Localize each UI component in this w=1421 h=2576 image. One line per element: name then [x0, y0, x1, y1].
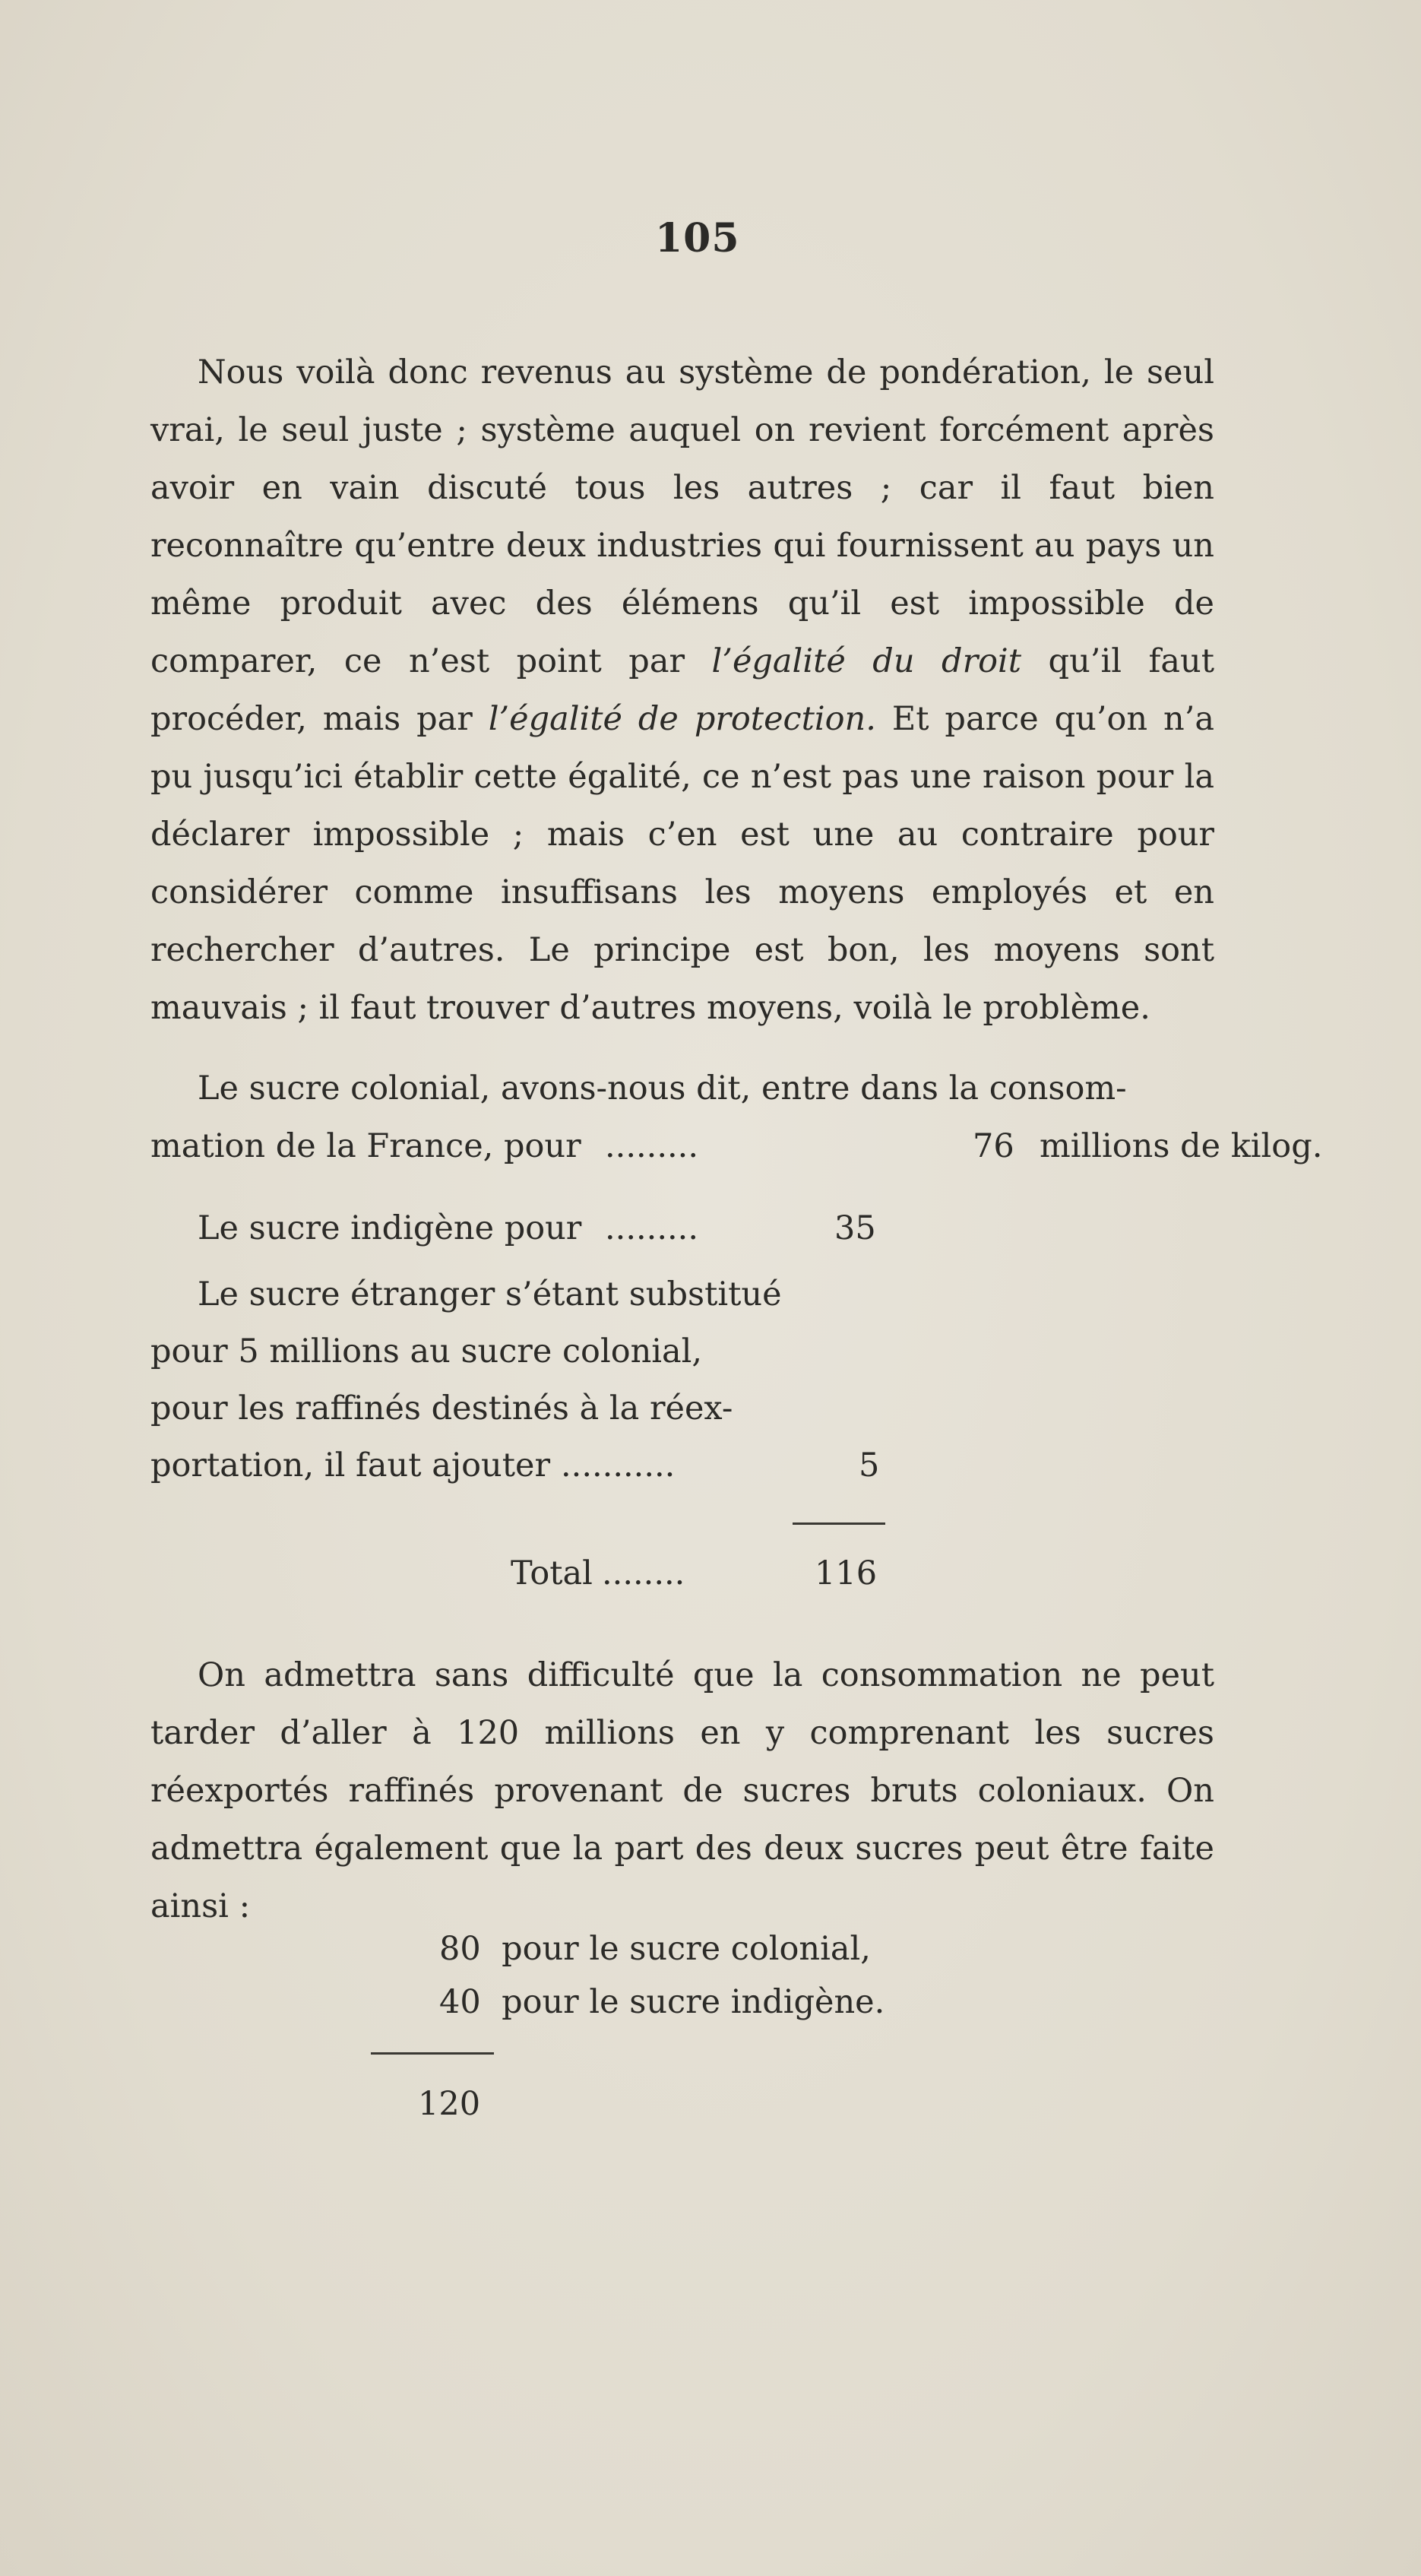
- page-number: 105: [655, 215, 740, 261]
- foreign-line-3: pour les raffinés destinés à la réex-: [150, 1389, 733, 1427]
- share-colonial: [439, 1920, 871, 1978]
- indigenous-value: 35: [834, 1209, 876, 1247]
- foreign-value: 5: [859, 1446, 880, 1484]
- colonial-line-1: Le sucre colonial, avons-nous dit, entre dans la consom-: [198, 1069, 1127, 1107]
- share-total: 120: [418, 2085, 481, 2123]
- total-value: 116: [815, 1554, 878, 1592]
- colonial-value: 76: [973, 1127, 1014, 1165]
- leader-dots: ........: [602, 1554, 685, 1592]
- leader-dots: ...........: [561, 1446, 676, 1484]
- leader-dots: .........: [605, 1209, 699, 1247]
- share-label: pour le sucre indigène.: [502, 1983, 885, 2021]
- foreign-line-1: Le sucre étranger s’étant substitué: [198, 1275, 782, 1313]
- para1-text-b: qu’il faut procéder, mais par: [150, 642, 1214, 738]
- para1-italic-protection: l’égalité de protection.: [488, 700, 876, 738]
- para1-italic-droit: l’égalité du droit: [711, 642, 1022, 680]
- share-indigenous: [439, 1973, 885, 2031]
- colonial-label: mation de la France, pour: [150, 1127, 581, 1165]
- para2-text: On admettra sans difficulté que la consommation ne peut tarder d’aller à 120 millions en y comprenant les sucres réexportés raffinés provenant de sucres bruts coloniaux. On admettra également que la part des deux sucres peut être faite ainsi :: [150, 1656, 1214, 1925]
- leader-dots: .........: [605, 1127, 699, 1165]
- para1-text-a: Nous voilà donc revenus au système de pondération, le seul vrai, le seul juste ; système auquel on revient forcément après avoir en vain discuté tous les autres ; car il faut bien reconnaître qu’entre deux industries qui fournissent au pays un même produit avec des élémens qu’il est impossible de comparer, ce n’est point par: [150, 353, 1214, 680]
- share-value: 80: [439, 1930, 481, 1968]
- share-value: 40: [439, 1983, 481, 2021]
- colonial-unit: millions de kilog.: [1040, 1127, 1323, 1165]
- paragraph-estimate: [150, 1646, 1214, 1935]
- para1-text-c: Et parce qu’on n’a pu jusqu’ici établir cette égalité, ce n’est pas une raison pour la déclarer impossible ; mais c’en est une au contraire pour considérer comme insuffisans les moyens employés et en rechercher d’autres. Le principe est bon, les moyens sont mauvais ; il faut trouver d’autres moyens, voilà le problème.: [150, 700, 1214, 1027]
- share-label: pour le sucre colonial,: [502, 1930, 871, 1968]
- indigenous-label: Le sucre indigène pour: [198, 1209, 582, 1247]
- foreign-label: portation, il faut ajouter: [150, 1446, 551, 1484]
- foreign-line-2: pour 5 millions au sucre colonial,: [150, 1332, 703, 1370]
- total-label: Total: [511, 1554, 593, 1592]
- share-rule: [371, 2052, 494, 2055]
- paragraph-ponderation: [150, 344, 1214, 1037]
- sum-rule: [793, 1522, 885, 1525]
